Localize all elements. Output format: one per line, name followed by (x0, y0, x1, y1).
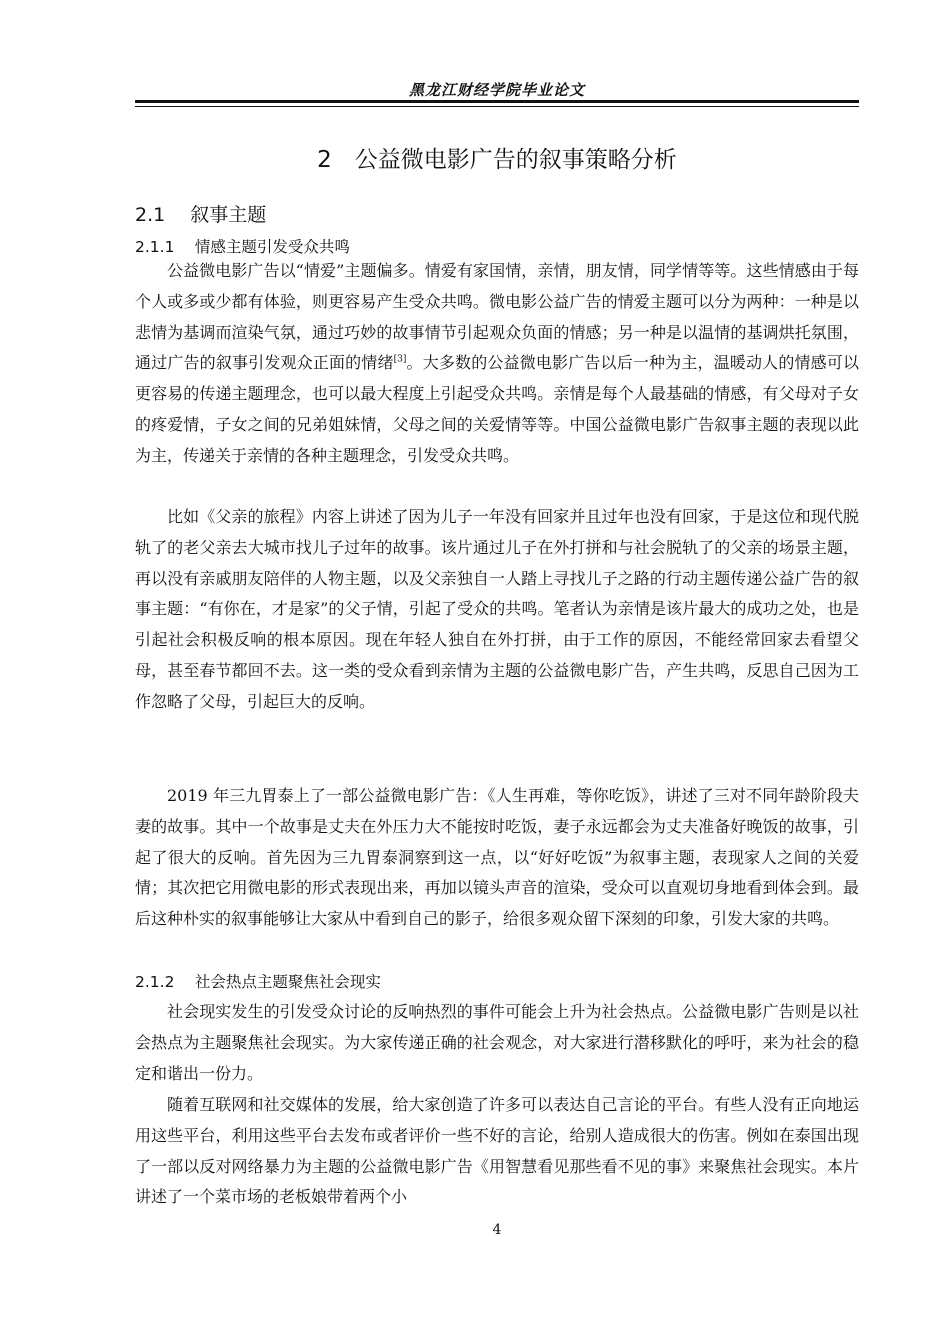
citation-3: [3] (393, 355, 407, 366)
chapter-title: 2 公益微电影广告的叙事策略分析 (317, 147, 677, 173)
paragraph-1 (135, 256, 859, 472)
paragraph-3: 2019 年三九胃泰上了一部公益微电影广告：《人生再难，等你吃饭》，讲述了三对不同年龄阶段夫妻的故事。其中一个故事是丈夫在外压力大不能按时吃饭，妻子永远都会为丈夫准备好晚饭的故事，引起了很大的反响。首先因为三九胃泰洞察到这一点，以“好好吃饭”为叙事主题，表现家人之间的关爱情；其次把它用微电影的形式表现出来，再加以镜头声音的渲染，受众可以直观切身地看到体会到。最后这种朴实的叙事能够让大家从中看到自己的影子，给很多观众留下深刻的印象，引发大家的共鸣。 (135, 786, 859, 929)
section-heading-2-1-1: 2.1.1 情感主题引发受众共鸣 (135, 238, 350, 256)
paragraph-1-text-continued: 。大多数的公益微电影广告以后一种为主，温暖动人的情感可以更容易的传递主题理念，也可以最大程度上引起受众共鸣。亲情是每个人最基础的情感，有父母对子女的疼爱情，子女之间的兄弟姐妹情，父母之间的关爱情等等。中国公益微电影广告叙事主题的表现以此为主，传递关于亲情的各种主题理念，引发受众共鸣。 (135, 353, 859, 465)
header-rule-thin (135, 106, 859, 107)
section-heading-2-1-2: 2.1.2 社会热点主题聚焦社会现实 (135, 973, 381, 991)
running-header-title: 黑龙江财经学院毕业论文 (408, 81, 585, 99)
section-heading-2-1: 2.1 叙事主题 (135, 204, 267, 226)
paragraph-5: 随着互联网和社交媒体的发展，给大家创造了许多可以表达自己言论的平台。有些人没有正向地运用这些平台，利用这些平台去发布或者评价一些不好的言论，给别人造成很大的伤害。例如在泰国出现了一部以反对网络暴力为主题的公益微电影广告《用智慧看见那些看不见的事》来聚焦社会现实。本片讲述了一个菜市场的老板娘带着两个小 (135, 1095, 859, 1207)
page-number: 4 (492, 1222, 502, 1238)
header-rule-thick (135, 100, 859, 103)
paragraph-4: 社会现实发生的引发受众讨论的反响热烈的事件可能会上升为社会热点。公益微电影广告则是以社会热点为主题聚焦社会现实。为大家传递正确的社会观念，对大家进行潜移默化的呼吁，来为社会的稳定和谐出一份力。 (135, 1002, 859, 1083)
paragraph-1-text: 公益微电影广告以“情爱”主题偏多。情爱有家国情，亲情，朋友情，同学情等等。这些情感由于每个人或多或少都有体验，则更容易产生受众共鸣。微电影公益广告的情爱主题可以分为两种：一种是以悲情为基调而渲染气氛，通过巧妙的故事情节引起观众负面的情感；另一种是以温情的基调烘托氛围，通过广告的叙事引发观众正面的情绪 (135, 261, 859, 373)
paragraph-2: 比如《父亲的旅程》内容上讲述了因为儿子一年没有回家并且过年也没有回家，于是这位和现代脱轨了的老父亲去大城市找儿子过年的故事。该片通过儿子在外打拼和与社会脱轨了的父亲的场景主题，再以没有亲戚朋友陪伴的人物主题，以及父亲独自一人踏上寻找儿子之路的行动主题传递公益广告的叙事主题：“有你在，才是家”的父子情，引起了受众的共鸣。笔者认为亲情是该片最大的成功之处，也是引起社会积极反响的根本原因。现在年轻人独自在外打拼，由于工作的原因，不能经常回家去看望父母，甚至春节都回不去。这一类的受众看到亲情为主题的公益微电影广告，产生共鸣，反思自己因为工作忽略了父母，引起巨大的反响。 (135, 507, 859, 711)
